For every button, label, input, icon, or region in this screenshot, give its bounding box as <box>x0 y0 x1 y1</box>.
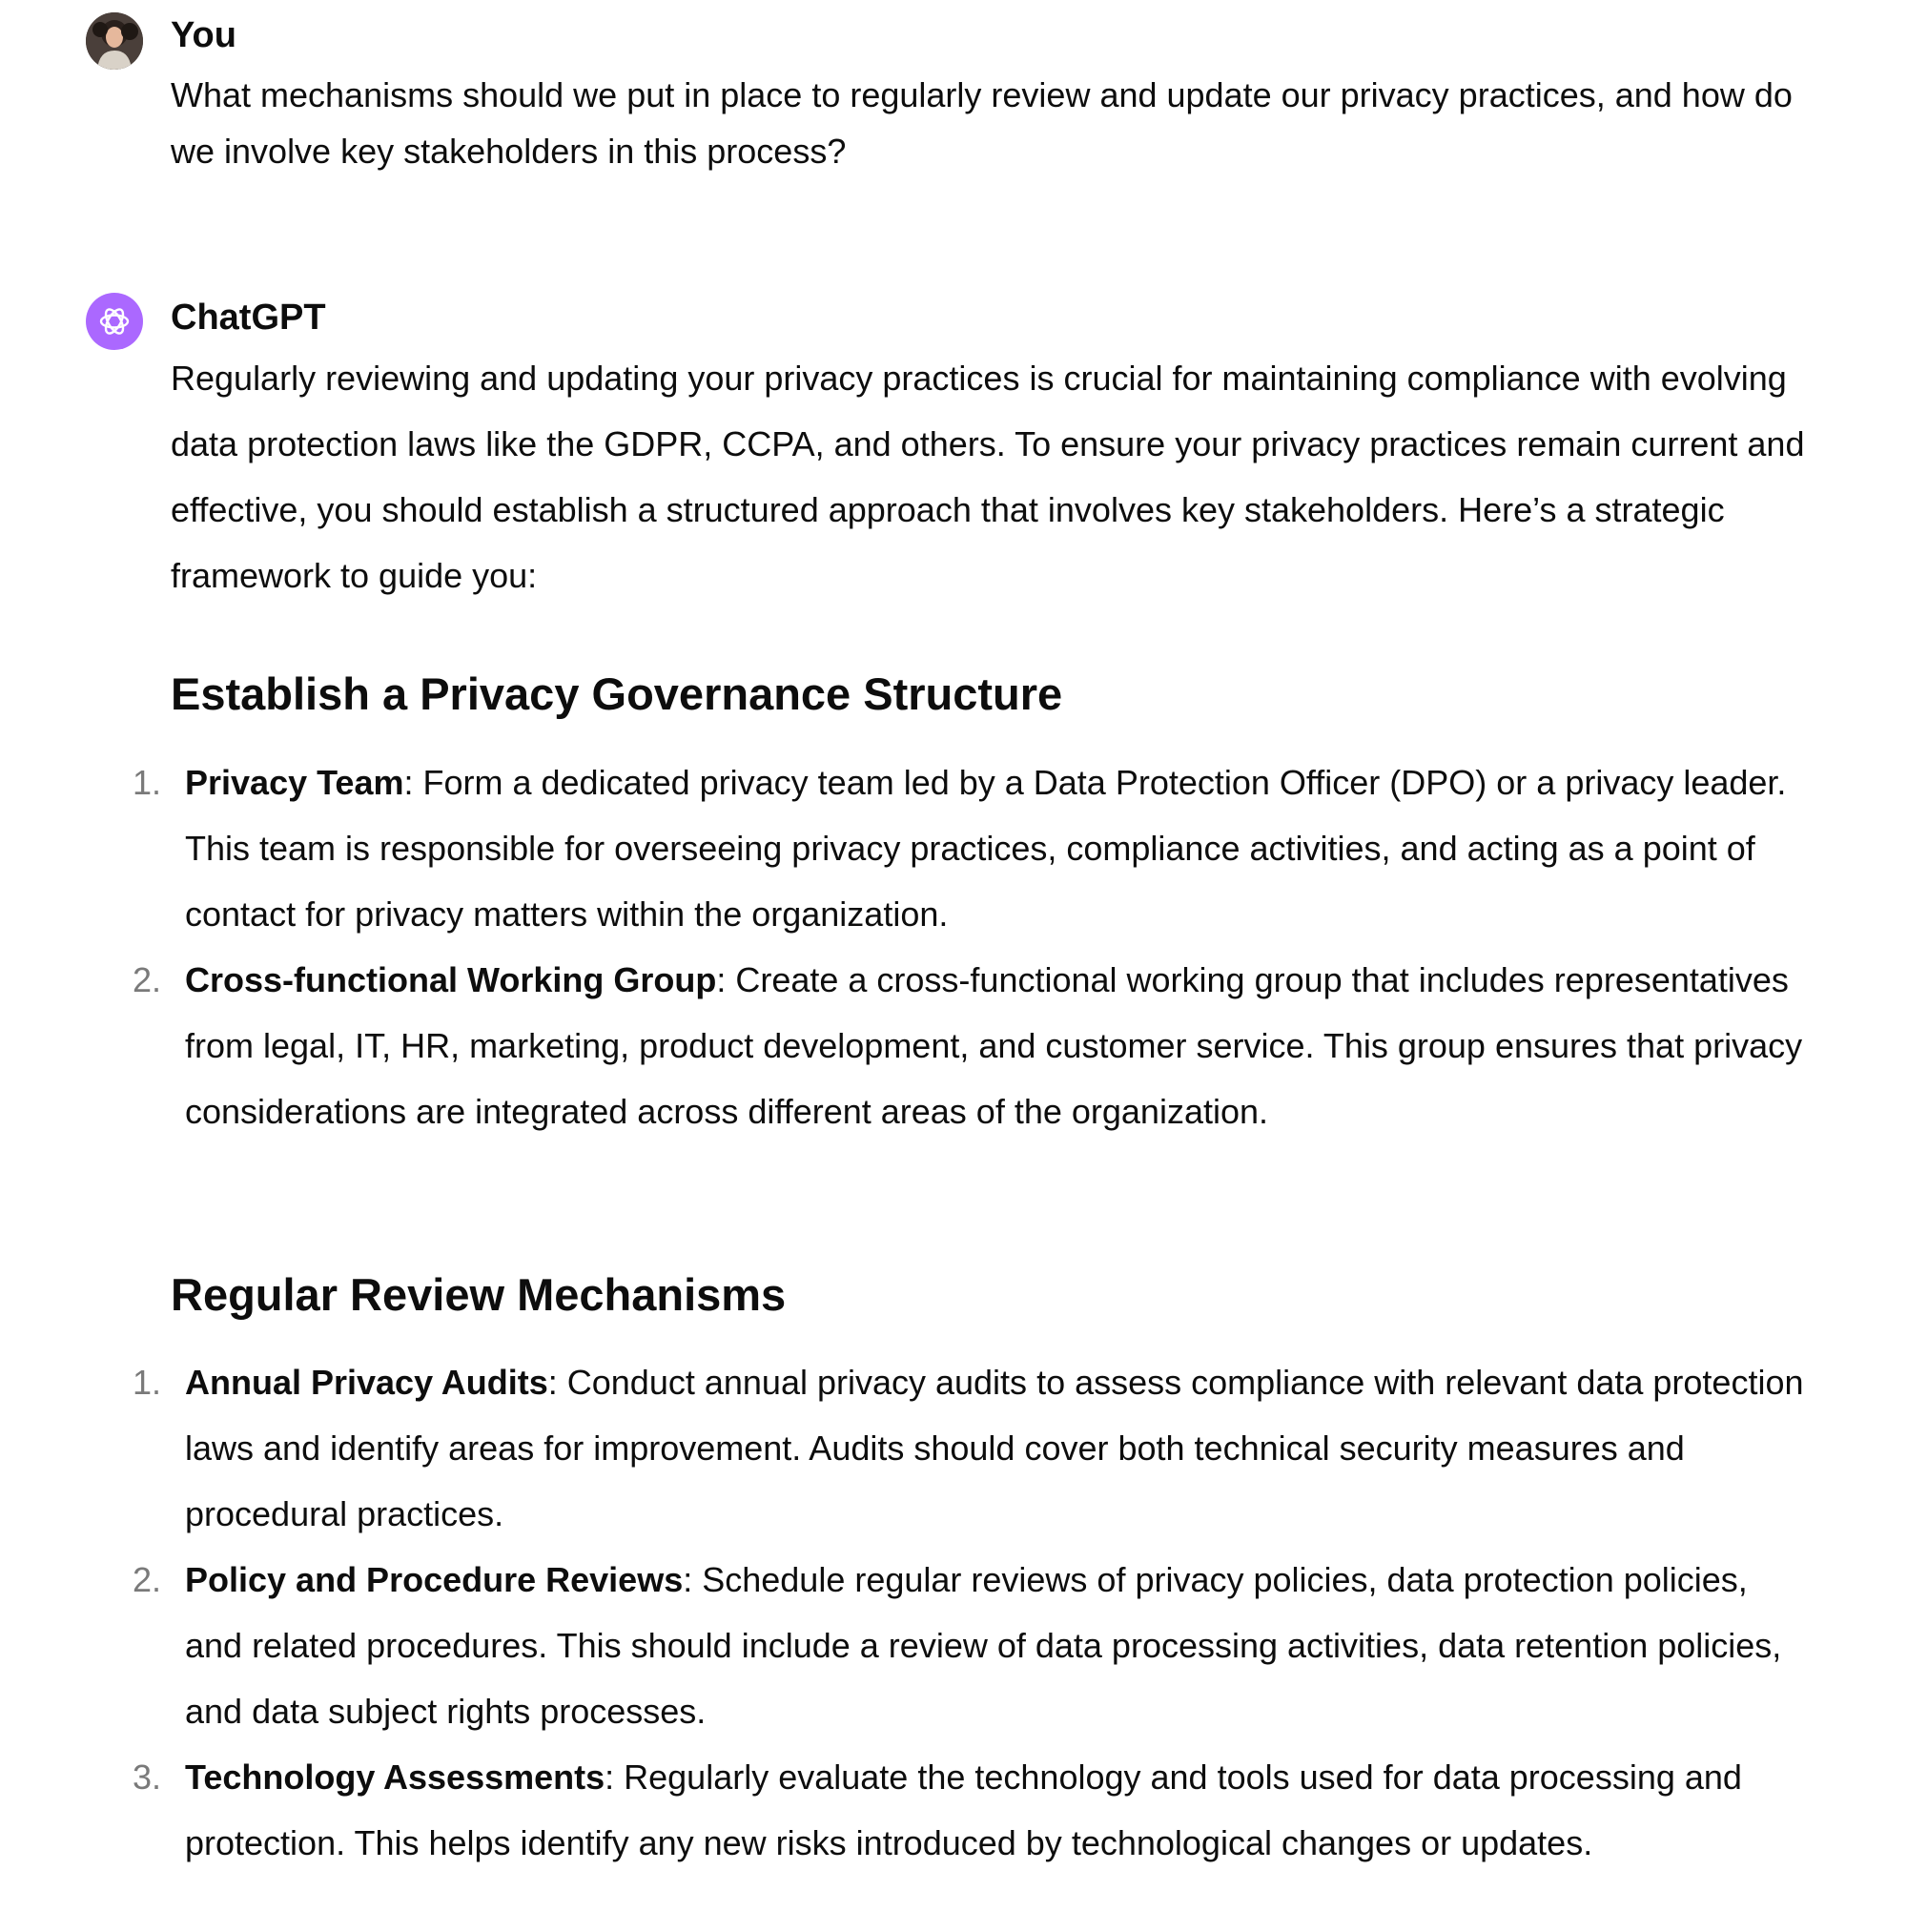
list-number: 1. <box>133 1363 162 1402</box>
list-item-text: : Create a cross-functional working group that includes representatives from legal, IT, HR, marketing, product development, and customer service. This group ensures that privacy considerations are integrated across different areas of the organization. <box>185 960 1803 1131</box>
list-item-term: Cross-functional Working Group <box>185 960 717 999</box>
section-heading-governance: Establish a Privacy Governance Structure <box>171 668 1063 719</box>
list-item-text: : Conduct annual privacy audits to assess compliance with relevant data protection laws and identify areas for improvement. Audits should cover both technical security measures and procedural practices. <box>185 1363 1804 1533</box>
list-item-term: Privacy Team <box>185 763 404 802</box>
user-author-name: You <box>171 15 236 55</box>
list-item-text: : Form a dedicated privacy team led by a Data Protection Officer (DPO) or a privacy leader. This team is responsible for overseeing privacy practices, compliance activities, and acting as a point of contact for privacy matters within the organization. <box>185 763 1787 934</box>
user-avatar <box>86 12 143 70</box>
list-number: 1. <box>133 763 162 802</box>
list-item <box>0 750 1806 947</box>
review-mechanisms-list <box>0 1349 1812 1876</box>
list-number: 2. <box>133 1560 162 1599</box>
assistant-author-name: ChatGPT <box>171 298 326 338</box>
openai-logo-icon <box>95 302 133 340</box>
governance-list <box>0 750 1812 1144</box>
list-item-term: Annual Privacy Audits <box>185 1363 548 1402</box>
user-message-text: What mechanisms should we put in place to regularly review and update our privacy practices, and how do we involve key stakeholders in this process? <box>171 75 1793 171</box>
list-item <box>0 947 1806 1144</box>
section-heading-review-mechanisms: Regular Review Mechanisms <box>171 1269 787 1320</box>
list-item-term: Technology Assessments <box>185 1757 605 1797</box>
list-item-text: : Regularly evaluate the technology and tools used for data processing and protection. This helps identify any new risks introduced by technological changes or updates. <box>185 1757 1742 1862</box>
list-number: 2. <box>133 960 162 999</box>
list-item-text: : Schedule regular reviews of privacy policies, data protection policies, and related procedures. This should include a review of data processing activities, data retention policies, and data subject rights processes. <box>185 1560 1782 1731</box>
list-item <box>0 1547 1806 1744</box>
assistant-intro-text: Regularly reviewing and updating your privacy practices is crucial for maintaining compliance with evolving data protection laws like the GDPR, CCPA, and others. To ensure your privacy practices remain current and effective, you should establish a structured approach that involves key stakeholders. Here’s a strategic framework to guide you: <box>171 359 1805 595</box>
user-avatar-photo <box>86 12 143 70</box>
assistant-avatar <box>86 293 143 350</box>
list-item-term: Policy and Procedure Reviews <box>185 1560 684 1599</box>
list-item <box>0 1349 1806 1547</box>
list-number: 3. <box>133 1757 162 1797</box>
list-item <box>0 1744 1806 1876</box>
